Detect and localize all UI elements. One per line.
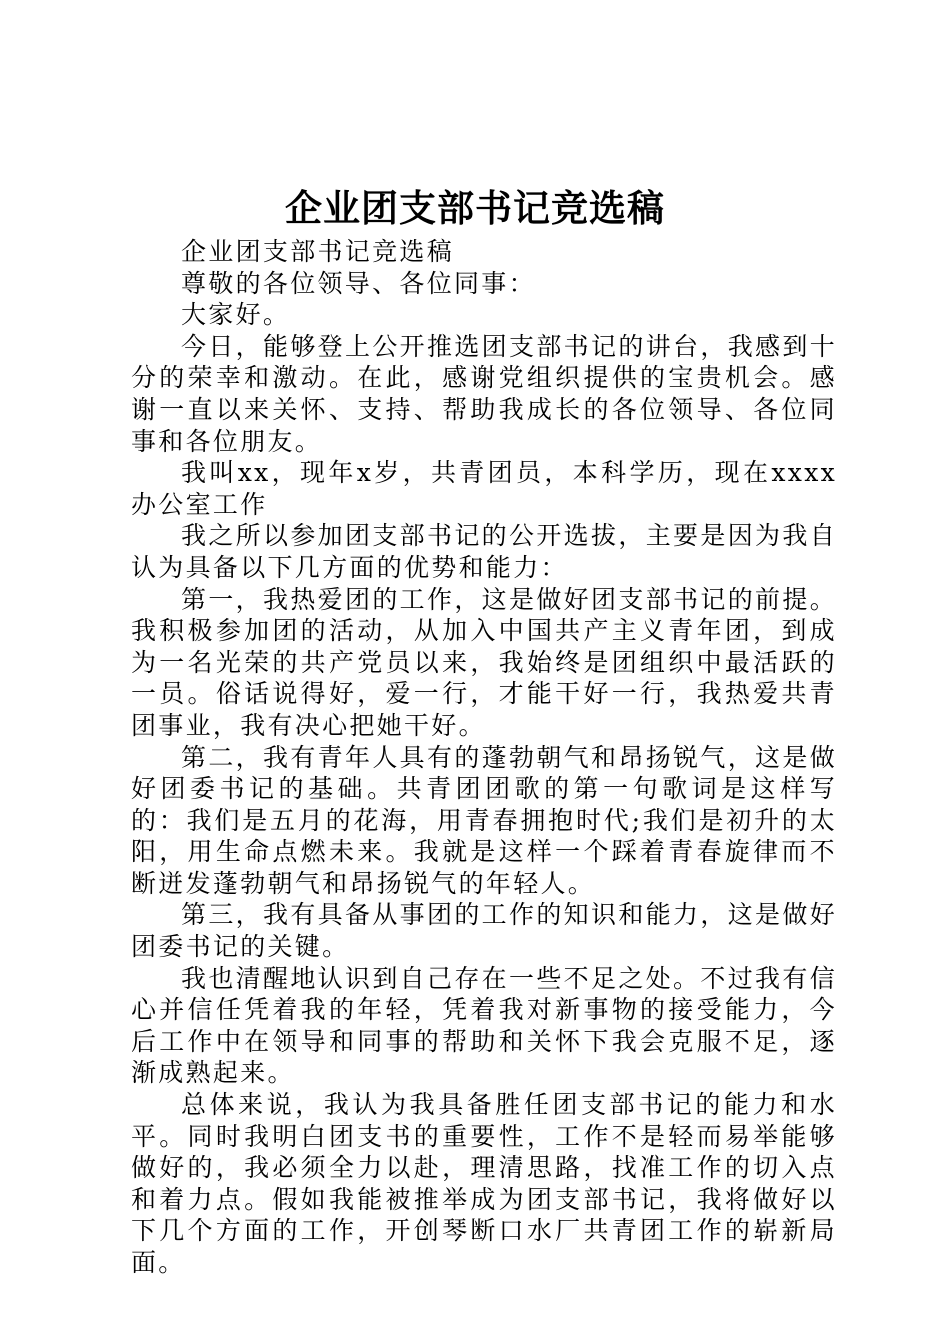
- paragraph-greeting: 大家好。: [181, 300, 291, 330]
- paragraph-point-three: 第三，我有具备从事团的工作的知识和能力，这是做好团委书记的关键。: [131, 900, 837, 962]
- paragraph-reason: 我之所以参加团支部书记的公开选拔，主要是因为我自认为具备以下几方面的优势和能力：: [131, 521, 837, 582]
- paragraph-salutation: 尊敬的各位领导、各位同事：: [181, 268, 536, 298]
- paragraph-point-one: 第一，我热爱团的工作，这是做好团支部书记的前提。我积极参加团的活动，从加入中国共产主义青年团，到成为一名光荣的共产党员以来，我始终是团组织中最活跃的一员。俗话说得好，爱一行，才能干好一行，我热爱共青团事业，我有决心把她干好。: [131, 584, 837, 740]
- paragraph-point-two: 第二，我有青年人具有的蓬勃朝气和昂扬锐气，这是做好团委书记的基础。共青团团歌的第一句歌词是这样写的：我们是五月的花海，用青春拥抱时代;我们是初升的太阳，用生命点燃未来。我就是这样一个踩着青春旋律而不断迸发蓬勃朝气和昂扬锐气的年轻人。: [131, 742, 837, 898]
- paragraph-summary: 总体来说，我认为我具备胜任团支部书记的能力和水平。同时我明白团支书的重要性，工作不是轻而易举能够做好的，我必须全力以赴，理清思路，找准工作的切入点和着力点。假如我能被推举成为团支部书记，我将做好以下几个方面的工作，开创琴断口水厂共青团工作的崭新局面。: [131, 1090, 837, 1277]
- paragraph-subtitle: 企业团支部书记竞选稿: [181, 237, 455, 266]
- paragraph-intro: 今日，能够登上公开推选团支部书记的讲台，我感到十分的荣幸和激动。在此，感谢党组织提供的宝贵机会。感谢一直以来关怀、支持、帮助我成长的各位领导、各位同事和各位朋友。: [131, 331, 837, 456]
- document-title: 企业团支部书记竞选稿: [285, 186, 665, 230]
- paragraph-self-intro: 我叫xx，现年x岁，共青团员，本科学历，现在xxxx办公室工作: [131, 458, 837, 519]
- paragraph-shortcomings: 我也清醒地认识到自己存在一些不足之处。不过我有信心并信任凭着我的年轻，凭着我对新事物的接受能力，今后工作中在领导和同事的帮助和关怀下我会克服不足，逐渐成熟起来。: [131, 963, 837, 1088]
- document-body: [131, 236, 837, 1279]
